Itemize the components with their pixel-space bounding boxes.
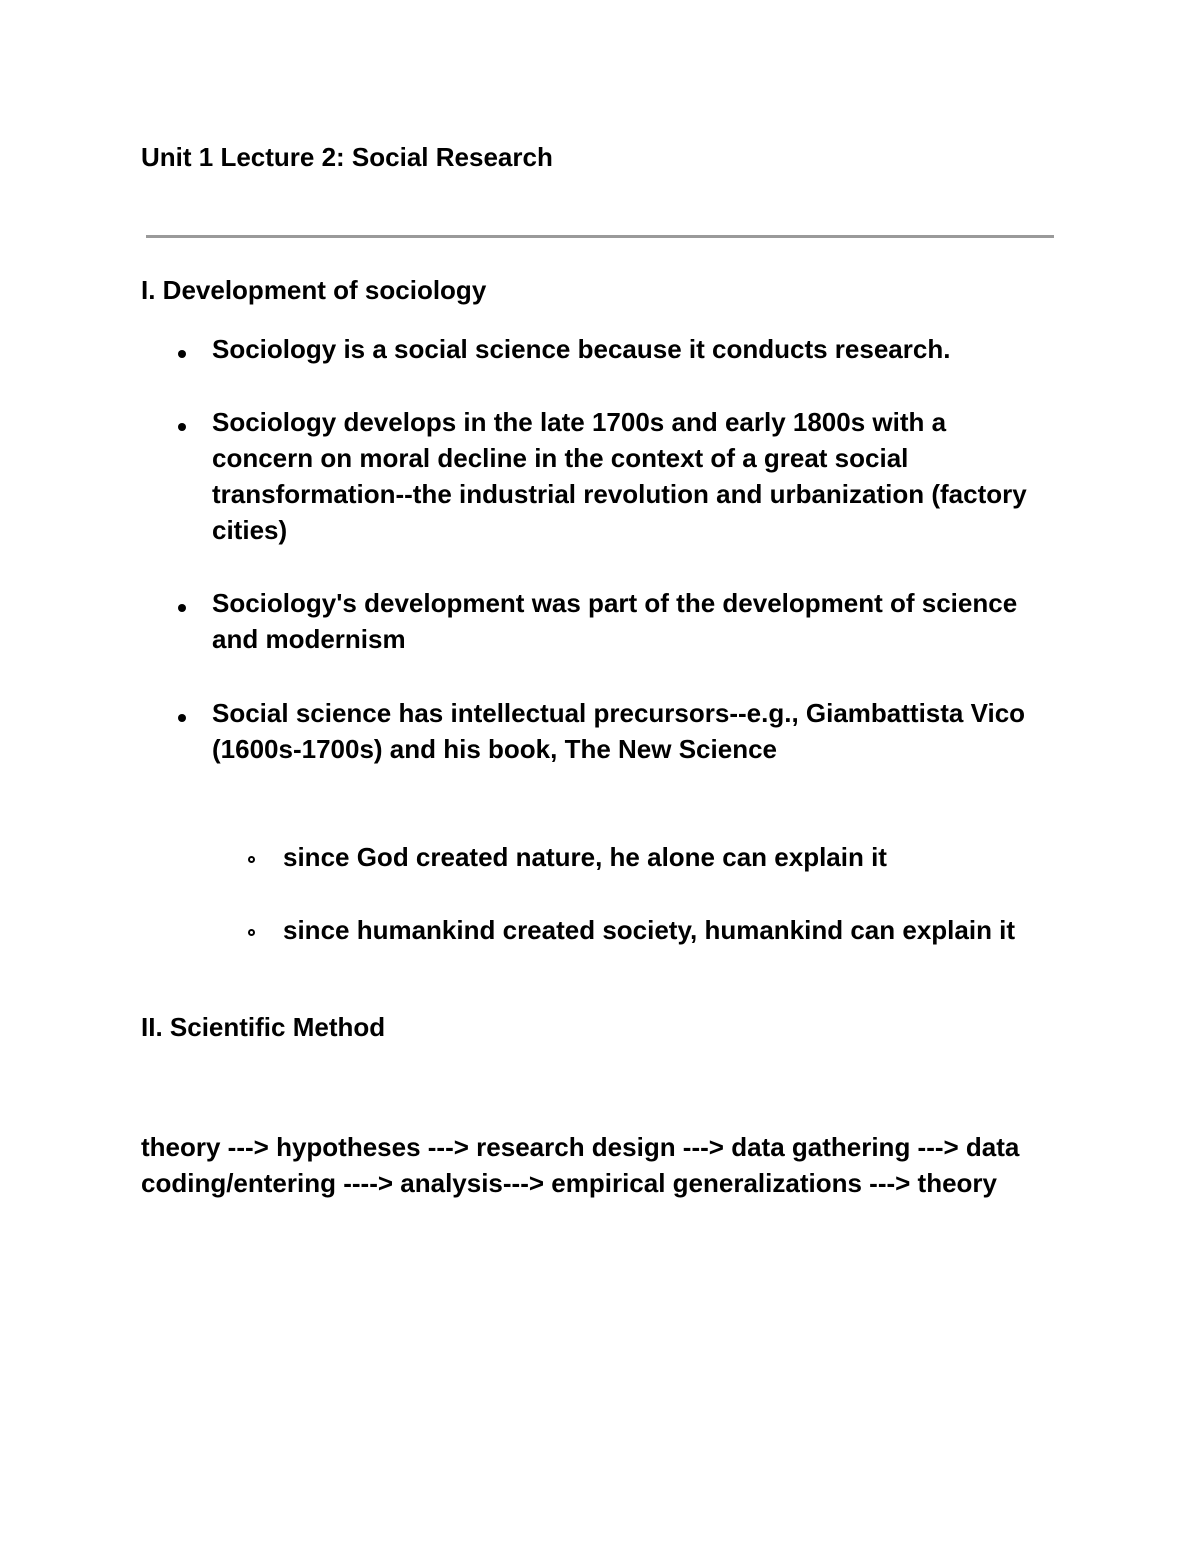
bullet-icon [178, 714, 186, 722]
sub-bullet-item: since humankind created society, humankind can explain it [283, 915, 1016, 945]
document-title: Unit 1 Lecture 2: Social Research [141, 142, 553, 172]
sub-bullet-icon [248, 856, 255, 863]
bullet-icon [178, 604, 186, 612]
bullet-icon [178, 350, 186, 358]
section-heading-scientific-method: II. Scientific Method [141, 1012, 386, 1042]
scientific-method-sequence: theory ---> hypotheses ---> research design ---> data gathering ---> data coding/entering ----> analysis---> empirical generalizations ---> theory [141, 1132, 1020, 1198]
bullet-item: Sociology develops in the late 1700s and early 1800s with a concern on moral decline in the context of a great social transformation--the industrial revolution and urbanization (factory cities) [212, 407, 1027, 545]
bullet-icon [178, 423, 186, 431]
bullet-item: Social science has intellectual precursors--e.g., Giambattista Vico (1600s-1700s) and his book, The New Science [212, 698, 1026, 764]
horizontal-divider [146, 235, 1054, 238]
bullet-item: Sociology's development was part of the development of science and modernism [212, 588, 1018, 654]
sub-bullet-item: since God created nature, he alone can explain it [283, 842, 887, 872]
bullet-item: Sociology is a social science because it conducts research. [212, 334, 951, 364]
sub-bullet-icon [248, 929, 255, 936]
section-heading-development: I. Development of sociology [141, 275, 487, 305]
